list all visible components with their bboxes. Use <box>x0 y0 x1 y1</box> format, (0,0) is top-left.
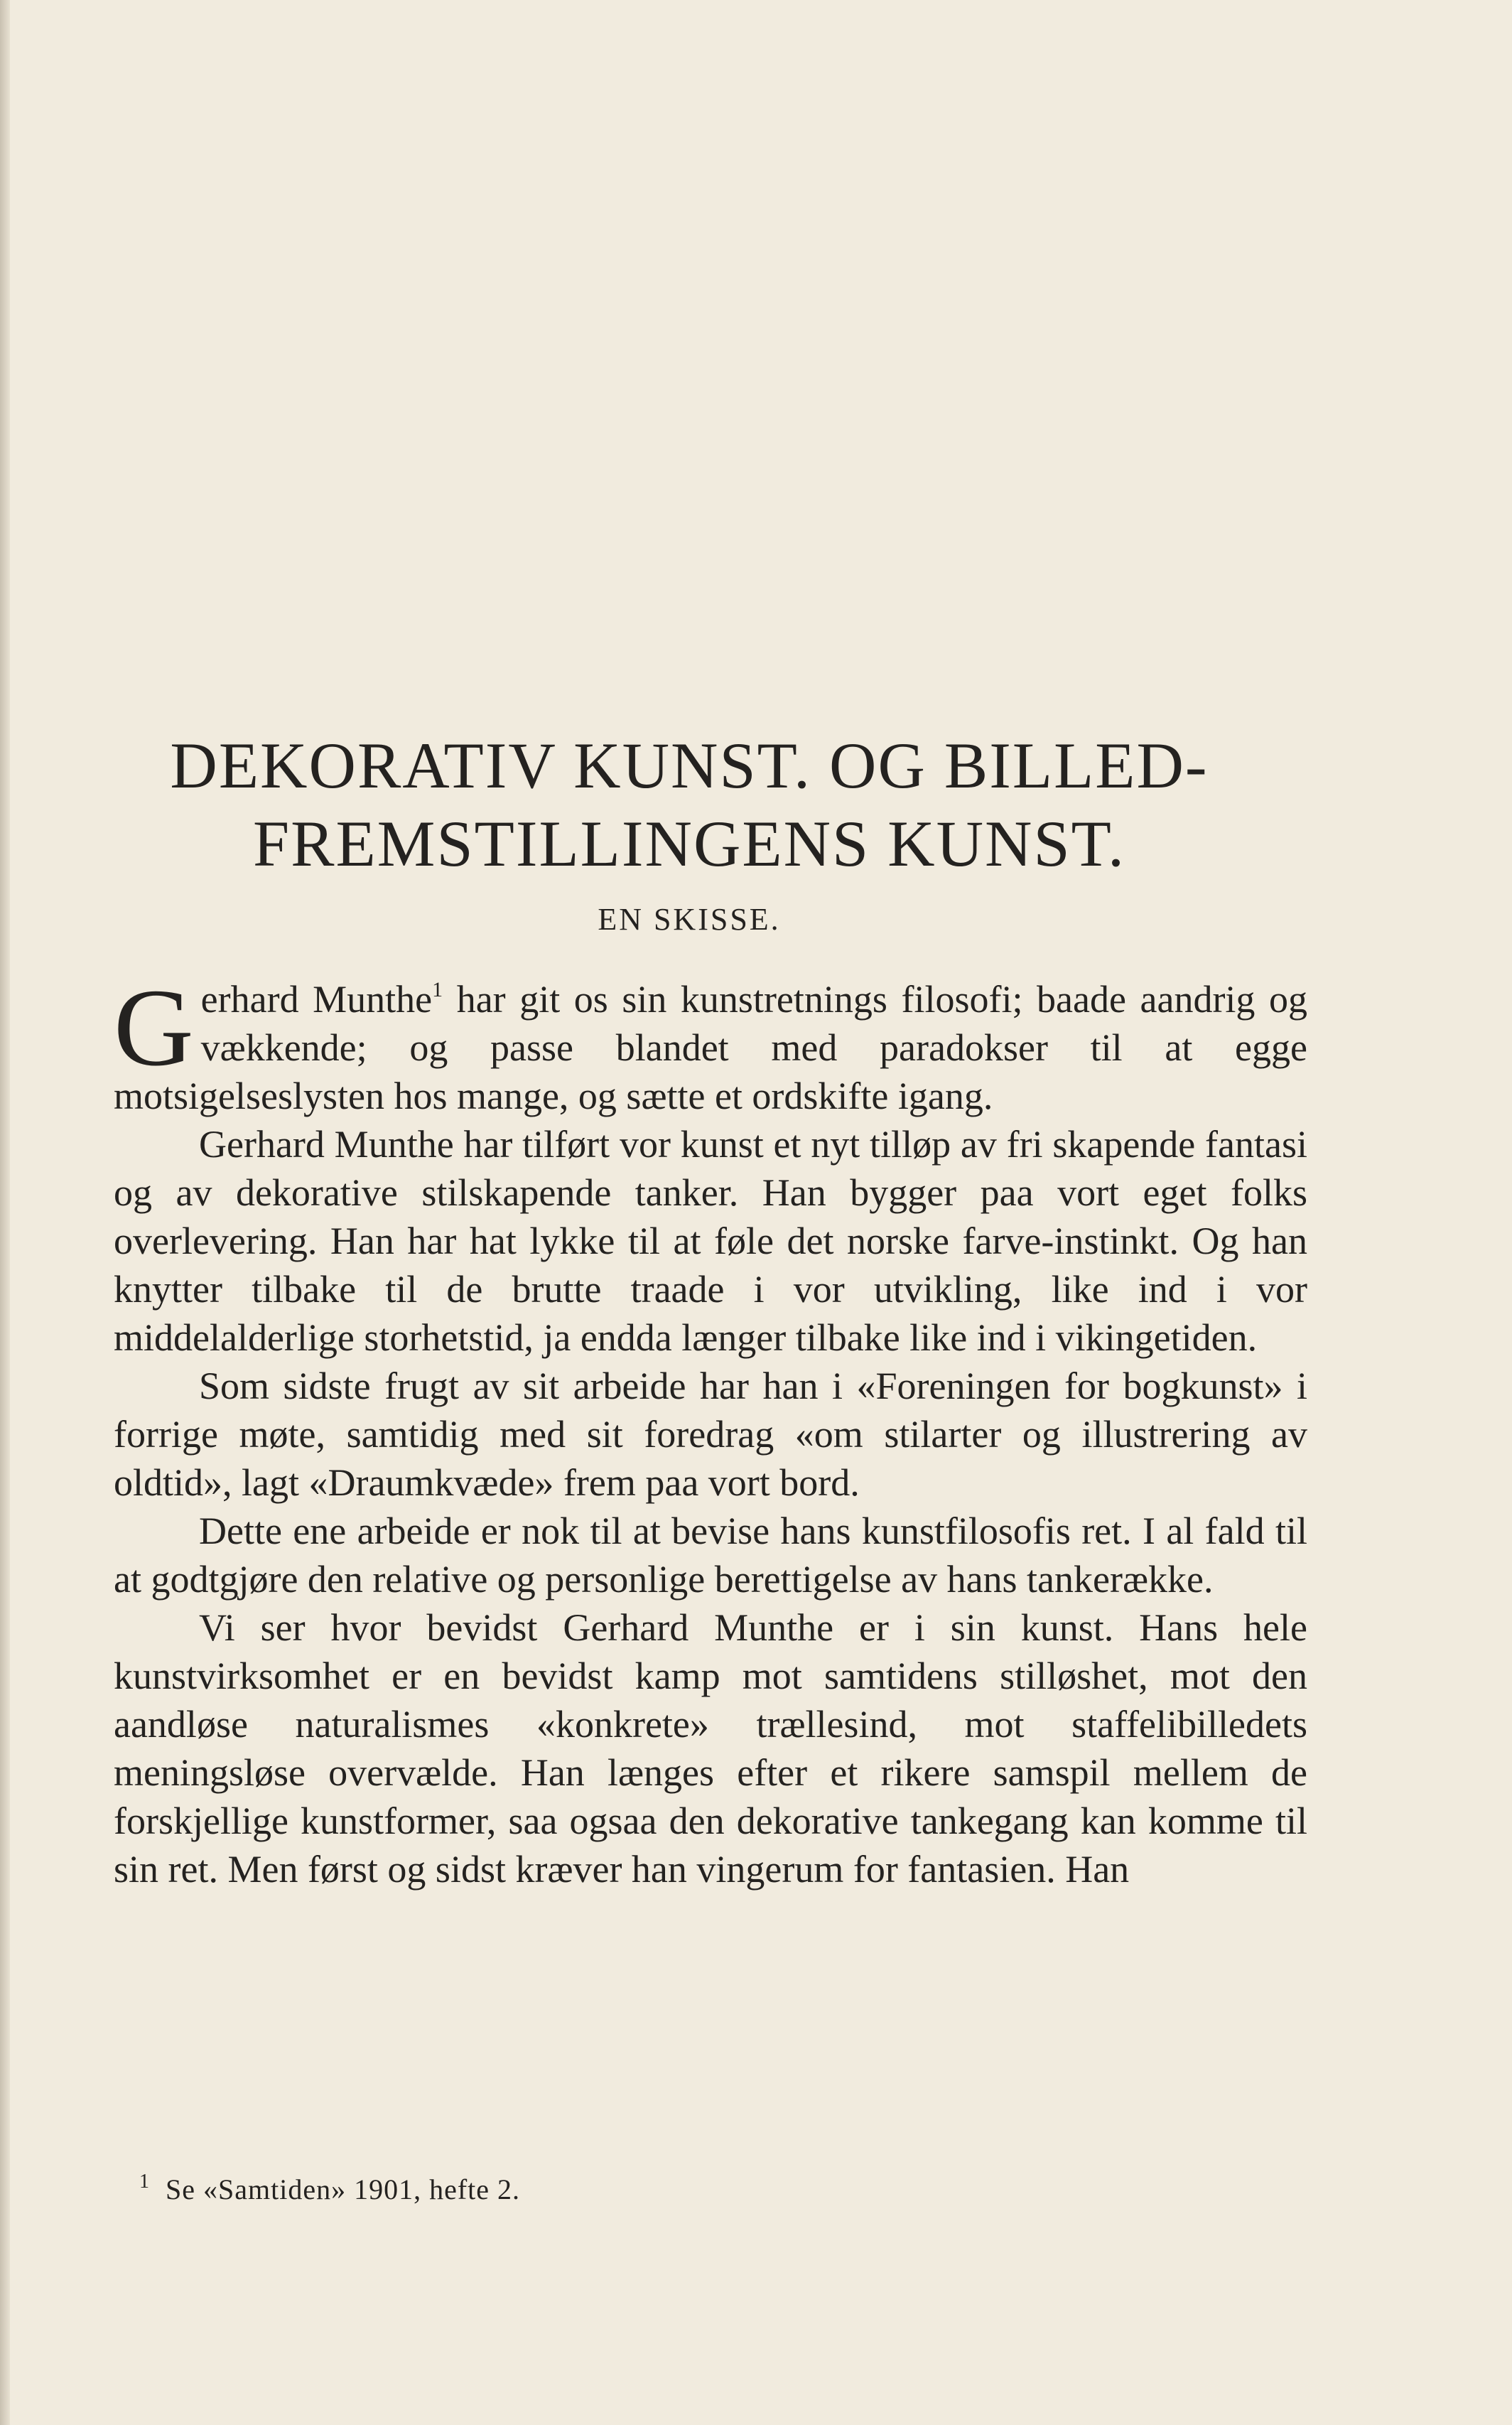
footnote-mark: 1 <box>139 2171 150 2193</box>
footnote-reference: 1 <box>432 978 443 1001</box>
paragraph-1-text-b: har git os sin kunstretnings filosofi; baade aandrig og vækkende; og passe blandet med paradokser til at egge motsigelseslysten hos mange, og sætte et ordskifte igang. <box>114 978 1307 1117</box>
footnote-text: Se «Samtiden» 1901, hefte 2. <box>166 2173 521 2205</box>
body-text <box>114 966 1307 1893</box>
subtitle: EN SKISSE. <box>598 902 781 937</box>
title-line-1: DEKORATIV KUNST. OG BILLED- <box>170 729 1209 802</box>
paragraph-3: Som sidste frugt av sit arbeide har han i «Foreningen for bogkunst» i forrige møte, samtidig med sit foredrag «om stilarter og illustrering av oldtid», lagt «Draumkvæde» frem paa vort bord. <box>114 1365 1307 1504</box>
drop-cap: G <box>114 966 194 1089</box>
paragraph-1-text-a: erhard Munthe <box>200 978 433 1021</box>
title-line-2: FREMSTILLINGENS KUNST. <box>252 807 1126 880</box>
paragraph-1 <box>114 966 1307 1120</box>
paragraph-4: Dette ene arbeide er nok til at bevise hans kunstfilosofis ret. I al fald til at godtgjøre den relative og personlige berettigelse av hans tankerække. <box>114 1510 1307 1601</box>
paragraph-5: Vi ser hvor bevidst Gerhard Munthe er i sin kunst. Hans hele kunstvirksomhet er en bevidst kamp mot samtidens stilløshet, mot den aandløse naturalismes «konkrete» trællesind, mot staffelibilledets meningsløse overvælde. Han længes efter et rikere samspil mellem de forskjellige kunstformer, saa ogsaa den dekorative tankegang kan komme til sin ret. Men først og sidst kræver han vingerum for fantasien. Han <box>114 1606 1307 1891</box>
footnote <box>139 2171 1305 2206</box>
paragraph-2: Gerhard Munthe har tilført vor kunst et nyt tilløp av fri skapende fantasi og av dekorative stilskapende tanker. Han bygger paa vort eget folks overlevering. Han har hat lykke til at føle det norske farve-instinkt. Og han knytter tilbake til de brutte traade i vor utvikling, like ind i vor middelalderlige storhetstid, ja endda længer tilbake like ind i vikingetiden. <box>114 1123 1307 1359</box>
page-spine-edge <box>0 0 10 2425</box>
